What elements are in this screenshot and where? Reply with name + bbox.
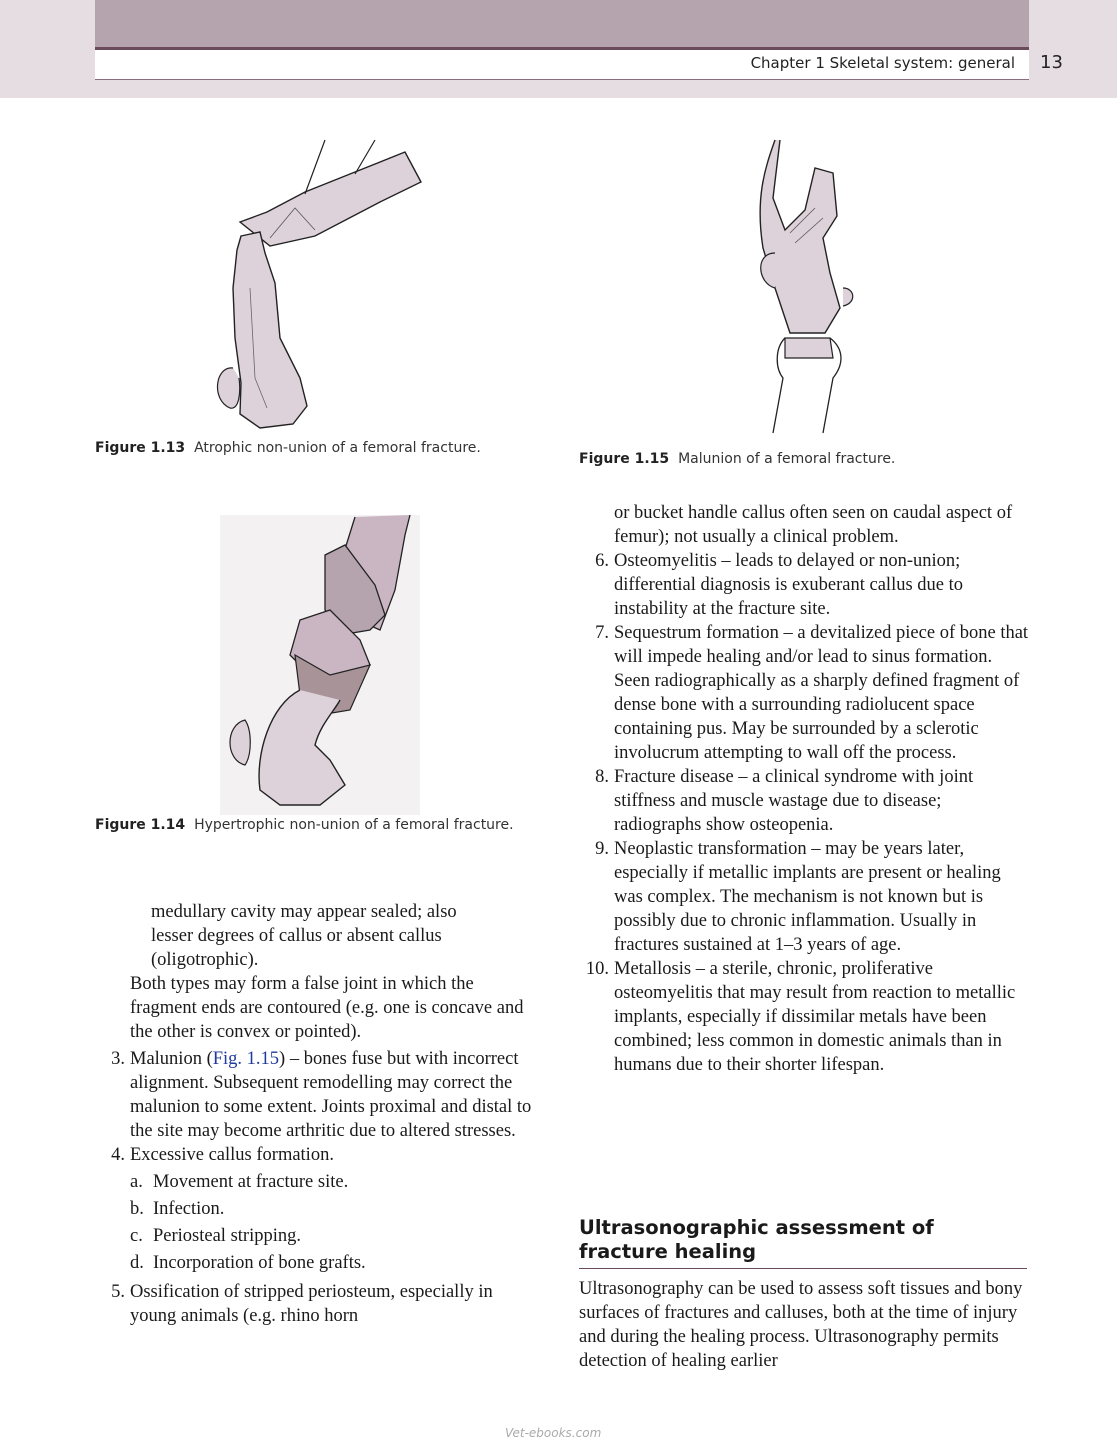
sub-item-c bbox=[95, 1224, 535, 1248]
figure-1-13-caption bbox=[95, 440, 481, 456]
list-text: Neoplastic transformation – may be years later, especially if metallic implants are present or healing was complex. The mechanism is not known but is possibly due to chronic inflammation. Usually in fractures sustained at 1–3 years of age. bbox=[614, 839, 1001, 955]
figure-1-13-text: Atrophic non-union of a femoral fracture. bbox=[194, 440, 481, 456]
sub-text: Periosteal stripping. bbox=[153, 1226, 301, 1246]
sub-letter: d. bbox=[130, 1253, 144, 1273]
list-text: Fracture disease – a clinical syndrome with joint stiffness and muscle wastage due to disease; radiographs show osteopenia. bbox=[614, 767, 974, 835]
text-line: (oligotrophic). bbox=[151, 950, 259, 970]
sub-text: Infection. bbox=[153, 1199, 225, 1219]
page-number: 13 bbox=[1040, 52, 1063, 73]
list-number: 4. bbox=[111, 1145, 125, 1165]
ultrasonography-paragraph: Ultrasonography can be used to assess soft tissues and bony surfaces of fractures and calluses, both at the time of injury and during the healing process. Ultrasonography permits detection of healing earlier bbox=[579, 1279, 1023, 1371]
list-text: Malunion ( bbox=[130, 1049, 213, 1069]
continued-paragraph: or bucket handle callus often seen on caudal aspect of femur); not usually a clinical problem. bbox=[614, 503, 1013, 547]
figure-1-14-caption bbox=[95, 817, 514, 833]
list-number: 7. bbox=[595, 623, 609, 643]
list-item-5 bbox=[95, 1280, 535, 1328]
header-dark-strip bbox=[95, 0, 1029, 47]
list-item-4 bbox=[95, 1143, 535, 1167]
figure-1-15-illustration bbox=[745, 138, 870, 438]
sub-text: Movement at fracture site. bbox=[153, 1172, 349, 1192]
sub-item-a bbox=[95, 1170, 535, 1194]
figure-1-14-illustration bbox=[220, 515, 420, 815]
list-item-8 bbox=[579, 765, 1031, 837]
list-item-3 bbox=[95, 1047, 535, 1143]
false-joint-paragraph: Both types may form a false joint in which the fragment ends are contoured (e.g. one is concave and the other is convex or pointed). bbox=[130, 974, 524, 1042]
sub-text: Incorporation of bone grafts. bbox=[153, 1253, 366, 1273]
figure-1-15-text: Malunion of a femoral fracture. bbox=[678, 451, 896, 467]
figure-1-14-text: Hypertrophic non-union of a femoral fracture. bbox=[194, 817, 514, 833]
sub-letter: b. bbox=[130, 1199, 144, 1219]
list-number: 10. bbox=[585, 959, 609, 979]
list-item-7 bbox=[579, 621, 1031, 765]
right-column bbox=[579, 501, 1031, 1077]
sub-letter: c. bbox=[130, 1226, 143, 1246]
list-text: ) – bones fuse but with incorrect alignment. Subsequent remodelling may correct the malunion to some extent. Joints proximal and distal to the site may become arthritic due to altered stresses. bbox=[130, 1049, 532, 1141]
figure-link[interactable]: Fig. 1.15 bbox=[212, 1049, 280, 1069]
list-number: 5. bbox=[111, 1282, 125, 1302]
list-text: Excessive callus formation. bbox=[130, 1145, 334, 1165]
figure-1-14-label: Figure 1.14 bbox=[95, 817, 186, 833]
list-item-6 bbox=[579, 549, 1031, 621]
sub-item-d bbox=[95, 1251, 535, 1275]
section-heading: Ultrasonographic assessment of fracture healing bbox=[579, 1216, 1027, 1269]
list-text: Metallosis – a sterile, chronic, proliferative osteomyelitis that may result from reaction to metallic implants, especially if dissimilar metals have been combined; less common in domestic animals than in humans due to their shorter lifespan. bbox=[614, 959, 1016, 1075]
list-text: Ossification of stripped periosteum, especially in young animals (e.g. rhino horn bbox=[130, 1282, 493, 1326]
figure-1-13-illustration bbox=[205, 138, 430, 433]
text-line: medullary cavity may appear sealed; also bbox=[151, 902, 457, 922]
watermark: Vet-ebooks.com bbox=[505, 1426, 602, 1440]
list-number: 6. bbox=[595, 551, 609, 571]
figure-1-13-label: Figure 1.13 bbox=[95, 440, 186, 456]
sub-item-b bbox=[95, 1197, 535, 1221]
list-text: Osteomyelitis – leads to delayed or non-union; differential diagnosis is exuberant callus due to instability at the fracture site. bbox=[614, 551, 964, 619]
header-underline bbox=[95, 79, 1029, 80]
list-number: 8. bbox=[595, 767, 609, 787]
list-number: 9. bbox=[595, 839, 609, 859]
left-column bbox=[95, 900, 535, 1328]
list-number: 3. bbox=[111, 1049, 125, 1069]
list-item-10 bbox=[579, 957, 1031, 1077]
text-line: lesser degrees of callus or absent callus bbox=[151, 926, 442, 946]
sub-letter: a. bbox=[130, 1172, 143, 1192]
continued-paragraph bbox=[95, 900, 535, 972]
chapter-title: Chapter 1 Skeletal system: general bbox=[750, 54, 1015, 72]
figure-1-15-label: Figure 1.15 bbox=[579, 451, 670, 467]
list-text: Sequestrum formation – a devitalized piece of bone that will impede healing and/or lead to sinus formation. Seen radiographically as a sharply defined fragment of dense bone with a surrounding radiolucent space containing pus. May be surrounded by a sclerotic involucrum attempting to wall off the process. bbox=[614, 623, 1029, 763]
figure-1-15-caption bbox=[579, 451, 895, 467]
list-item-9 bbox=[579, 837, 1031, 957]
